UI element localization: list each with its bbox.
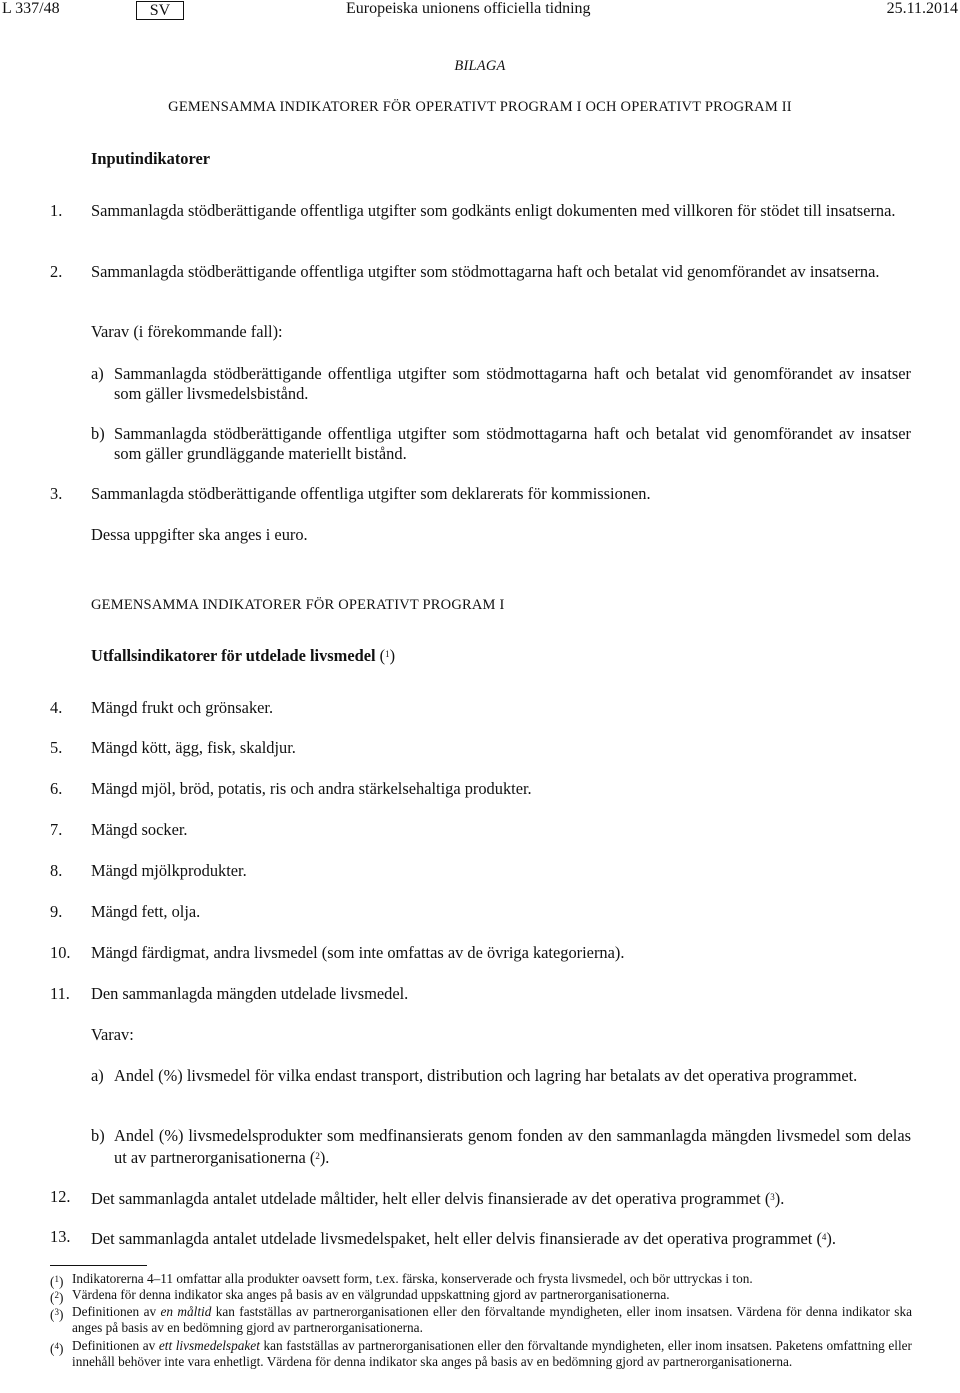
- item-text: Mängd socker.: [91, 820, 188, 839]
- item-text: Den sammanlagda mängden utdelade livsmedel.: [91, 984, 409, 1003]
- item-text: [91, 1187, 784, 1209]
- section-title-op1: GEMENSAMMA INDIKATORER FÖR OPERATIVT PROGRAM I: [91, 597, 505, 613]
- item-number: 11.: [50, 984, 70, 1003]
- item-text: Mängd mjölkprodukter.: [91, 861, 247, 880]
- item-text: Mängd frukt och grönsaker.: [91, 698, 274, 717]
- item-number: 10.: [50, 943, 71, 962]
- footnote-ref: 2: [315, 1151, 320, 1161]
- sub-item-end: ).: [319, 1148, 330, 1167]
- footnote-separator: [50, 1265, 147, 1266]
- sub-item-body: Andel (%) livsmedelsprodukter som medfinansierats genom fonden av den sammanlagda mängden livsmedel som delas ut av partnerorganisationerna (: [114, 1126, 911, 1167]
- language-badge: SV: [136, 1, 184, 20]
- journal-title: Europeiska unionens officiella tidning: [346, 0, 591, 17]
- page-reference: L 337/48: [2, 0, 60, 17]
- of-which-label: Varav (i förekommande fall):: [91, 322, 283, 341]
- item-text: Mängd mjöl, bröd, potatis, ris och andra stärkelsehaltiga produkter.: [91, 779, 532, 798]
- footnote: [50, 1271, 912, 1287]
- footnote: [50, 1304, 912, 1336]
- footnote-number: ($^4$): [50, 1341, 64, 1356]
- item-number: 5.: [50, 738, 63, 757]
- output-indicators-heading: Utfallsindikatorer för utdelade livsmedel ($^1$): [91, 646, 396, 665]
- item-text: [91, 1227, 836, 1249]
- of-which-label: Varav:: [91, 1025, 134, 1044]
- output-heading-text: Utfallsindikatorer för utdelade livsmedel: [91, 646, 376, 665]
- item-text: Sammanlagda stödberättigande offentliga utgifter som deklarerats för kommissionen.: [91, 484, 651, 503]
- item-number: 3.: [50, 484, 63, 503]
- sub-item-text: Sammanlagda stödberättigande offentliga utgifter som stödmottagarna haft och betalat vid genomförandet av insatser som gäller livsmedelsbistånd.: [114, 364, 911, 403]
- section-title-common: GEMENSAMMA INDIKATORER FÖR OPERATIVT PROGRAM I OCH OPERATIVT PROGRAM II: [168, 99, 792, 115]
- item-number: 8.: [50, 861, 63, 880]
- item-body: Det sammanlagda antalet utdelade måltider, helt eller delvis finansierade av det operativa programmet (: [91, 1189, 771, 1208]
- item-number: 2.: [50, 262, 63, 281]
- item-body: Det sammanlagda antalet utdelade livsmedelspaket, helt eller delvis finansierade av det operativa programmet (: [91, 1229, 822, 1248]
- footnote-ref: 4: [821, 1232, 827, 1242]
- item-number: 6.: [50, 779, 63, 798]
- sub-item-letter: b): [91, 1126, 105, 1145]
- item-text: Sammanlagda stödberättigande offentliga utgifter som godkänts enligt dokumenten med villkoren för stödet till insatserna.: [91, 201, 896, 220]
- page-header: [0, 0, 960, 20]
- item-end: ).: [774, 1189, 785, 1208]
- item-number: 12.: [50, 1187, 71, 1206]
- sub-item-letter: a): [91, 364, 104, 383]
- sub-item-text: Andel (%) livsmedel för vilka endast transport, distribution och lagring har betalats av det operativa programmet.: [114, 1066, 858, 1085]
- input-indicators-heading: Inputindikatorer: [91, 149, 211, 168]
- item-number: 7.: [50, 820, 63, 839]
- footnote-number: ($^3$): [50, 1307, 64, 1322]
- item-text: Mängd kött, ägg, fisk, skaldjur.: [91, 738, 296, 757]
- item-text: Mängd färdigmat, andra livsmedel (som inte omfattas av de övriga kategorierna).: [91, 943, 625, 962]
- annex-title: BILAGA: [454, 58, 506, 74]
- footnote-number: ($^1$): [50, 1274, 64, 1289]
- footnote-ref: 3: [770, 1192, 775, 1202]
- footnote-text: Definitionen av en måltid kan fastställas av partnerorganisationen eller den förvaltande myndigheten, eller inom insatsen. Värdena för denna indikator ska anges på basis av en bedömning gjord av partnerorganisationerna.: [72, 1304, 913, 1335]
- footnote-text: Värdena för denna indikator ska anges på basis av en välgrundad uppskattning gjord av partnerorganisationerna.: [72, 1287, 670, 1302]
- item-end: ).: [826, 1229, 836, 1248]
- item-number: 1.: [50, 201, 63, 220]
- footnote: [50, 1287, 912, 1303]
- sub-item-letter: b): [91, 424, 105, 443]
- sub-item-text: [114, 1126, 911, 1168]
- item-number: 13.: [50, 1227, 71, 1246]
- euro-note: Dessa uppgifter ska anges i euro.: [91, 525, 308, 544]
- sub-item-letter: a): [91, 1066, 104, 1085]
- item-text: Sammanlagda stödberättigande offentliga utgifter som stödmottagarna haft och betalat vid genomförandet av insatserna.: [91, 262, 880, 281]
- item-number: 9.: [50, 902, 63, 921]
- footnote-text: Indikatorerna 4–11 omfattar alla produkter oavsett form, t.ex. färska, konserverade och frysta livsmedel, och bör uttryckas i ton.: [72, 1271, 753, 1286]
- footnote: [50, 1338, 912, 1370]
- sub-item-text: Sammanlagda stödberättigande offentliga utgifter som stödmottagarna haft och betalat vid genomförandet av insatser som gäller grundläggande materiellt bistånd.: [114, 424, 911, 463]
- item-text: Mängd fett, olja.: [91, 902, 201, 921]
- publication-date: 25.11.2014: [886, 0, 958, 17]
- item-number: 4.: [50, 698, 63, 717]
- footnote-text: Definitionen av ett livsmedelspaket kan fastställas av partnerorganisationen eller den förvaltande myndigheten, eller inom insatsen. Paketens omfattning eller innehåll behöver inte vara enhetligt. Värdena för denna indikator ska anges på basis av en bedömning gjord av partnerorganisationerna.: [72, 1338, 912, 1369]
- footnote-ref: 1: [385, 649, 390, 659]
- footnote-number: ($^2$): [50, 1290, 64, 1305]
